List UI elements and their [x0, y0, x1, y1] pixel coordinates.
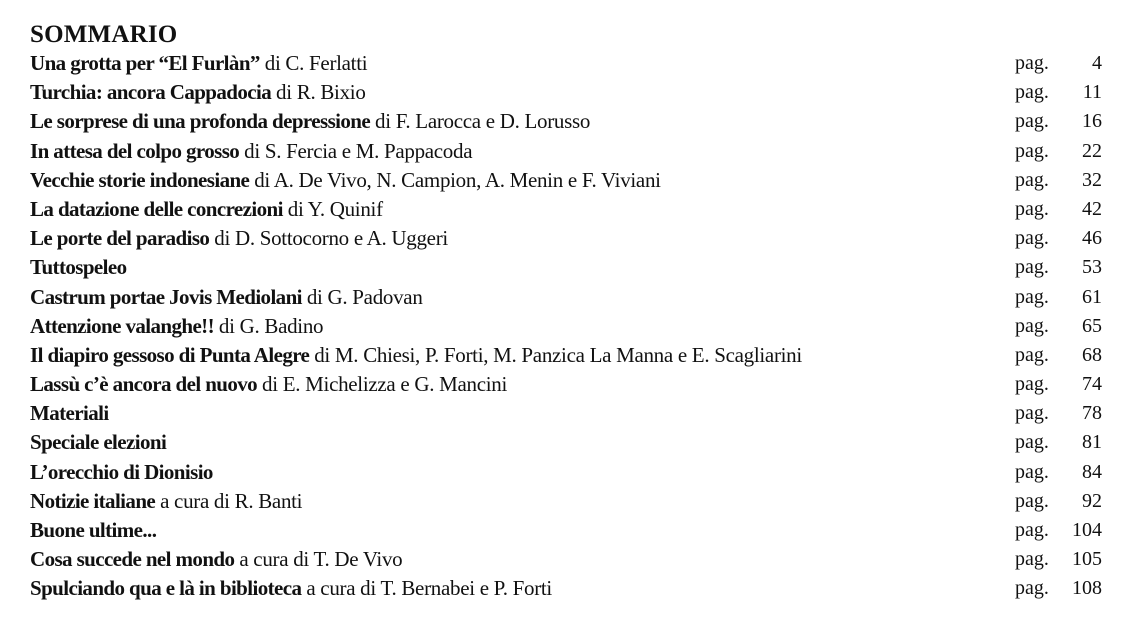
toc-row: [30, 313, 1102, 342]
page-label: pag.: [1015, 285, 1049, 308]
page-number: 11: [1082, 81, 1102, 104]
article-author: di Y. Quinif: [282, 196, 383, 221]
toc-row: [30, 546, 1102, 575]
article-title: Vecchie storie indonesiane: [30, 167, 250, 192]
toc-entry: [30, 284, 423, 311]
page-label: pag.: [1015, 431, 1049, 454]
toc-row: [30, 225, 1102, 254]
article-author: di G. Badino: [213, 313, 324, 338]
page-number: 53: [1082, 256, 1102, 279]
page-label: pag.: [1015, 81, 1049, 104]
page-number: 84: [1082, 460, 1102, 483]
toc-entry: [30, 400, 109, 427]
page-number: 4: [1092, 52, 1102, 74]
toc-entry: [30, 167, 661, 194]
toc-row: [30, 108, 1102, 137]
article-title: Buone ultime...: [30, 518, 157, 542]
toc-row: [30, 517, 1102, 546]
page-label: pag.: [1015, 139, 1049, 162]
article-title: In attesa del colpo grosso: [30, 138, 240, 163]
page-number: 42: [1082, 197, 1102, 220]
page-number: 61: [1082, 285, 1102, 308]
page-number: 104: [1072, 519, 1102, 541]
article-title: Spulciando qua e là in biblioteca: [30, 576, 302, 601]
article-author: di G. Padovan: [301, 284, 423, 309]
page-label: pag.: [1015, 314, 1049, 337]
page-label: pag.: [1015, 402, 1049, 425]
article-title: Notizie italiane: [30, 488, 156, 513]
toc-entry: [30, 459, 213, 486]
page-label: pag.: [1015, 577, 1049, 600]
page-label: pag.: [1015, 168, 1049, 191]
toc-entry: [30, 517, 156, 544]
article-author: di E. Michelizza e G. Mancini: [257, 372, 508, 397]
page-number: 78: [1082, 402, 1102, 425]
toc-row: [30, 50, 1102, 79]
toc-entry: [30, 225, 448, 252]
article-author: a cura di R. Banti: [155, 488, 303, 513]
page-label: pag.: [1015, 460, 1049, 483]
article-author: a cura di T. Bernabei e P. Forti: [301, 576, 552, 601]
page-number: 32: [1082, 168, 1102, 191]
page-label: pag.: [1015, 52, 1049, 74]
article-author: di S. Fercia e M. Pappacoda: [239, 138, 473, 163]
toc-row: [30, 138, 1102, 167]
article-title: Le sorprese di una profonda depressione: [30, 109, 371, 134]
toc-row: [30, 342, 1102, 371]
article-title: Tuttospeleo: [30, 255, 127, 280]
article-title: Turchia: ancora Cappadocia: [30, 80, 272, 105]
article-title: Le porte del paradiso: [30, 226, 210, 251]
toc-entry: [30, 342, 802, 369]
page-label: pag.: [1015, 197, 1049, 220]
article-title: Castrum portae Jovis Mediolani: [30, 284, 302, 309]
toc-row: [30, 196, 1102, 225]
page-number: 65: [1082, 314, 1102, 337]
article-title: Attenzione valanghe!!: [30, 313, 214, 338]
toc-entry: [30, 575, 552, 602]
page-label: pag.: [1015, 548, 1049, 571]
toc-list: [30, 50, 1102, 605]
toc-row: [30, 79, 1102, 108]
toc-entry: [30, 196, 383, 223]
article-title: La datazione delle concrezioni: [30, 196, 283, 221]
page-label: pag.: [1015, 227, 1049, 250]
article-author: a cura di T. De Vivo: [234, 547, 403, 572]
page-number: 68: [1082, 343, 1102, 366]
toc-row: [30, 284, 1102, 313]
toc-entry: [30, 108, 590, 135]
article-title: Lassù c’è ancora del nuovo: [30, 372, 258, 397]
toc-entry: [30, 546, 402, 573]
page-label: pag.: [1015, 519, 1049, 541]
article-title: Una grotta per “El Furlàn”: [30, 51, 260, 75]
toc-entry: [30, 313, 323, 340]
toc-row: [30, 167, 1102, 196]
page-label: pag.: [1015, 110, 1049, 133]
page-number: 16: [1082, 110, 1102, 133]
article-author: di C. Ferlatti: [259, 51, 368, 75]
table-of-contents: [30, 22, 1102, 605]
article-author: di A. De Vivo, N. Campion, A. Menin e F. Viviani: [249, 167, 661, 192]
toc-row: [30, 254, 1102, 283]
page-title: SOMMARIO: [30, 21, 178, 48]
toc-entry: [30, 79, 366, 106]
toc-entry: [30, 429, 166, 456]
page-number: 81: [1082, 431, 1102, 454]
article-title: Materiali: [30, 401, 109, 426]
toc-row: [30, 400, 1102, 429]
page-number: 105: [1072, 548, 1102, 571]
page-number: 46: [1082, 227, 1102, 250]
page-number: 108: [1072, 577, 1102, 600]
toc-row: [30, 575, 1102, 604]
article-author: di R. Bixio: [271, 80, 366, 105]
article-title: Il diapiro gessoso di Punta Alegre: [30, 342, 310, 367]
page-number: 74: [1082, 373, 1102, 396]
article-author: di M. Chiesi, P. Forti, M. Panzica La Manna e E. Scagliarini: [309, 342, 802, 367]
toc-row: [30, 488, 1102, 517]
article-author: di D. Sottocorno e A. Uggeri: [209, 226, 448, 251]
toc-entry: [30, 50, 367, 77]
page-number: 92: [1082, 489, 1102, 512]
toc-entry: [30, 138, 472, 165]
page-label: pag.: [1015, 256, 1049, 279]
article-title: Cosa succede nel mondo: [30, 547, 235, 572]
page-label: pag.: [1015, 343, 1049, 366]
toc-entry: [30, 254, 126, 281]
toc-entry: [30, 488, 302, 515]
toc-row: [30, 459, 1102, 488]
article-title: Speciale elezioni: [30, 430, 167, 455]
toc-row: [30, 429, 1102, 458]
toc-entry: [30, 371, 507, 398]
article-author: di F. Larocca e D. Lorusso: [370, 109, 591, 134]
page-label: pag.: [1015, 489, 1049, 512]
article-title: L’orecchio di Dionisio: [30, 459, 213, 484]
page-number: 22: [1082, 139, 1102, 162]
page-label: pag.: [1015, 373, 1049, 396]
toc-row: [30, 371, 1102, 400]
